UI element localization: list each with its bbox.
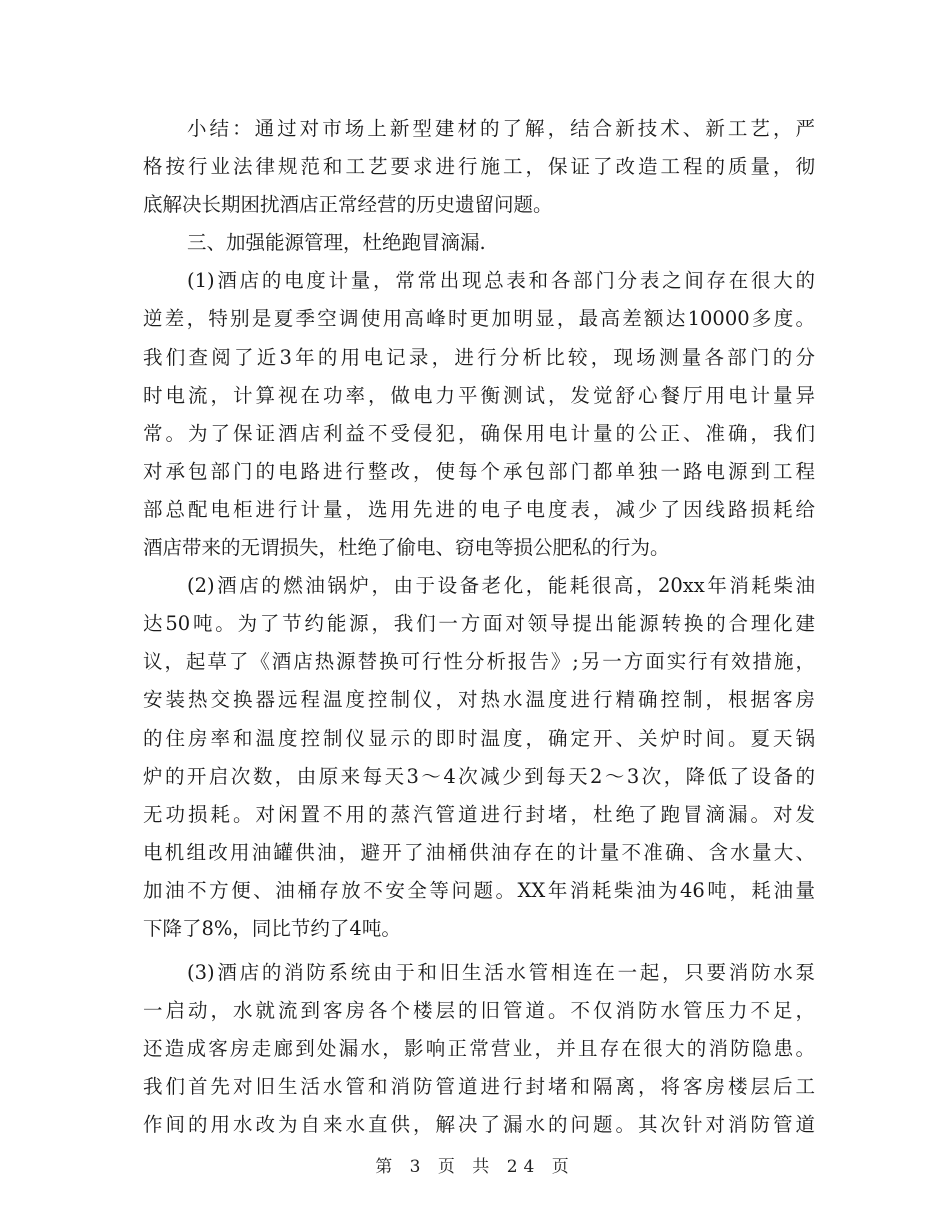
text-line: 电机组改用油罐供油，避开了油桶供油存在的计量不准确、含水量大、 (143, 840, 815, 864)
text-line: 逆差，特别是夏季空调使用高峰时更加明显，最高差额达10000多度。 (143, 307, 815, 331)
text-line: 下降了8%，同比节约了4吨。 (143, 916, 401, 940)
text-line: 一启动，水就流到客房各个楼层的旧管道。不仅消防水管压力不足， (143, 999, 815, 1023)
page-number-footer: 第 3 页 共 24 页 (375, 1157, 575, 1177)
text-line: 常。为了保证酒店利益不受侵犯，确保用电计量的公正、准确，我们 (143, 421, 815, 445)
text-line: 格按行业法律规范和工艺要求进行施工，保证了改造工程的质量，彻 (143, 155, 815, 179)
text-line: 作间的用水改为自来水直供，解决了漏水的问题。其次针对消防管道 (143, 1113, 815, 1137)
body-text (143, 110, 815, 1145)
text-line: 对承包部门的电路进行整改，使每个承包部门都单独一路电源到工程 (143, 459, 815, 483)
text-line: 安装热交换器远程温度控制仪，对热水温度进行精确控制，根据客房 (143, 688, 815, 712)
text-line: 底解决长期困扰酒店正常经营的历史遗留问题。 (143, 193, 553, 217)
text-line: 无功损耗。对闲置不用的蒸汽管道进行封堵，杜绝了跑冒滴漏。对发 (143, 802, 815, 826)
text-line: 达50吨。为了节约能源，我们一方面对领导提出能源转换的合理化建 (143, 612, 815, 636)
text-line: 我们查阅了近3年的用电记录，进行分析比较，现场测量各部门的分 (143, 345, 815, 369)
text-line: 我们首先对旧生活水管和消防管道进行封堵和隔离，将客房楼层后工 (143, 1075, 815, 1099)
text-line: 加油不方便、油桶存放不安全等问题。XX年消耗柴油为46吨，耗油量 (143, 878, 815, 902)
section-heading: 三、加强能源管理，杜绝跑冒滴漏. (187, 231, 486, 255)
text-line: 议，起草了《酒店热源替换可行性分析报告》;另一方面实行有效措施， (143, 650, 815, 674)
text-line: (2)酒店的燃油锅炉，由于设备老化，能耗很高，20xx年消耗柴油 (187, 574, 815, 598)
text-line: 炉的开启次数，由原来每天3～4次减少到每天2～3次，降低了设备的 (143, 764, 815, 788)
text-line: 的住房率和温度控制仪显示的即时温度，确定开、关炉时间。夏天锅 (143, 726, 815, 750)
text-line: (3)酒店的消防系统由于和旧生活水管相连在一起，只要消防水泵 (187, 961, 815, 985)
text-line: 酒店带来的无谓损失，杜绝了偷电、窃电等损公肥私的行为。 (143, 536, 670, 560)
text-line: (1)酒店的电度计量，常常出现总表和各部门分表之间存在很大的 (187, 269, 815, 293)
text-line: 小结：通过对市场上新型建材的了解，结合新技术、新工艺，严 (187, 117, 815, 140)
text-line: 还造成客房走廊到处漏水，影响正常营业，并且存在很大的消防隐患。 (143, 1037, 815, 1061)
text-line: 时电流，计算视在功率，做电力平衡测试，发觉舒心餐厅用电计量异 (143, 383, 815, 407)
text-line: 部总配电柜进行计量，选用先进的电子电度表，减少了因线路损耗给 (143, 497, 815, 521)
